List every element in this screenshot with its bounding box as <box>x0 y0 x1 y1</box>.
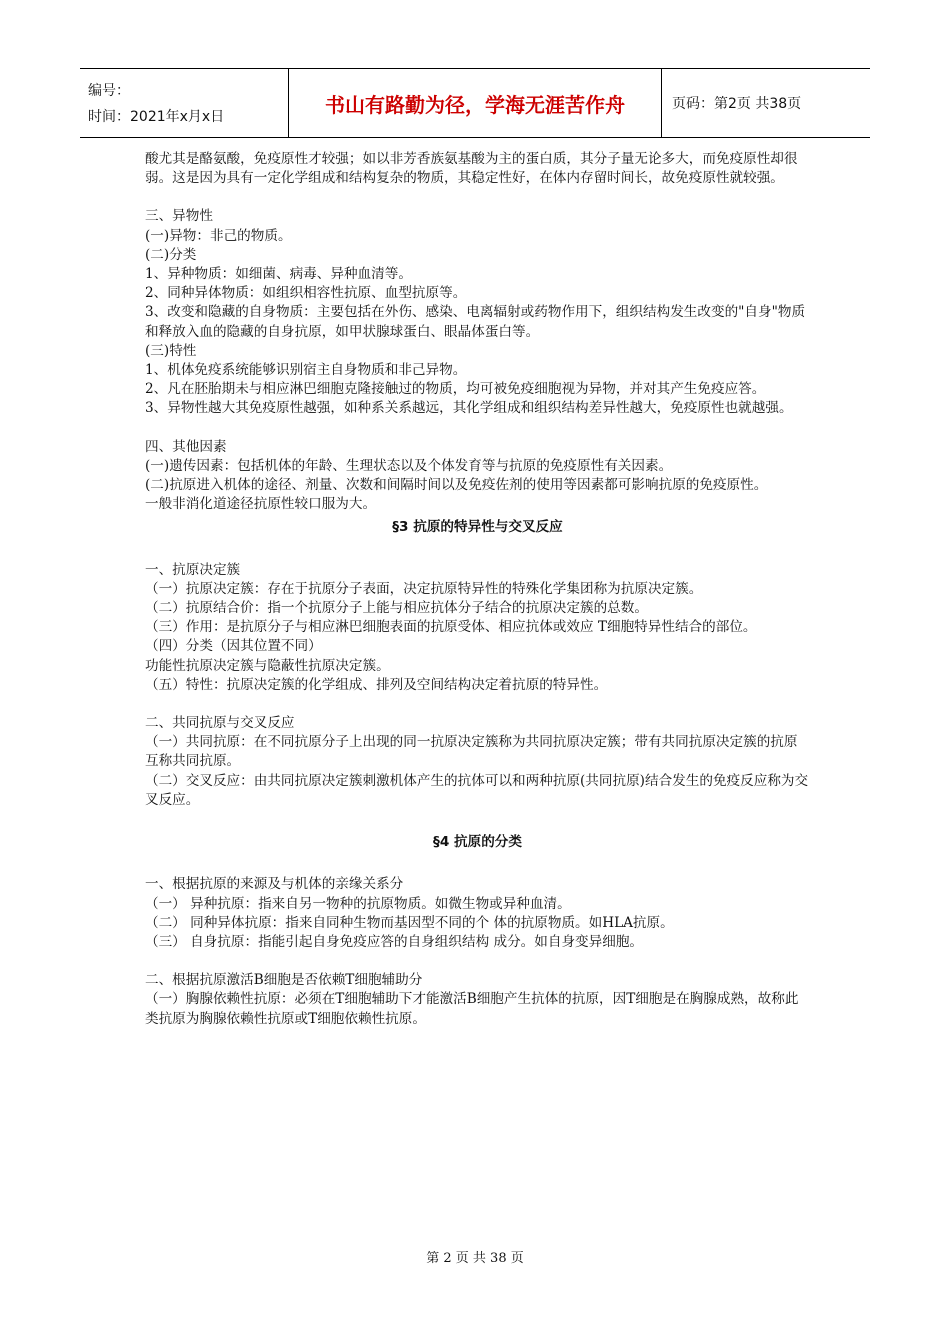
paragraph: 3、改变和隐藏的自身物质：主要包括在外伤、感染、电离辐射或药物作用下，组织结构发生改变的"自身"物质和释放入血的隐藏的自身抗原，如甲状腺球蛋白、眼晶体蛋白等。 <box>145 304 806 340</box>
document-time-label: 时间：2021年x月x日 <box>88 109 225 125</box>
paragraph: 四、其他因素 <box>145 438 227 455</box>
paragraph: 1、机体免疫系统能够识别宿主自身物质和非己异物。 <box>145 362 467 379</box>
header-page-info: 页码：第2页 共38页 <box>672 96 802 112</box>
paragraph: （一）胸腺依赖性抗原：必须在T细胞辅助下才能激活B细胞产生抗体的抗原，因T细胞是在胸腺成熟，故称此类抗原为胸腺依赖性抗原或T细胞依赖性抗原。 <box>145 991 799 1027</box>
paragraph: （一）抗原决定簇：存在于抗原分子表面，决定抗原特异性的特殊化学集团称为抗原决定簇。 <box>145 580 703 597</box>
paragraph: 3、异物性越大其免疫原性越强，如种系关系越远，其化学组成和组织结构差异性越大，免疫原性也就越强。 <box>145 400 793 417</box>
paragraph: （二）抗原结合价：指一个抗原分子上能与相应抗体分子结合的抗原决定簇的总数。 <box>145 600 648 617</box>
paragraph: (二)分类 <box>145 246 197 263</box>
paragraph: 一、根据抗原的来源及与机体的亲缘关系分 <box>145 876 404 893</box>
spacer <box>145 810 810 829</box>
paragraph: （一）共同抗原：在不同抗原分子上出现的同一抗原决定簇称为共同抗原决定簇；带有共同抗原决定簇的抗原互称共同抗原。 <box>145 734 798 770</box>
paragraph: (一)遗传因素：包括机体的年龄、生理状态以及个体发育等与抗原的免疫原性有关因素。 <box>145 457 673 474</box>
paragraph: （三）作用：是抗原分子与相应淋巴细胞表面的抗原受体、相应抗体或效应 T细胞特异性结合的部位。 <box>145 619 757 636</box>
paragraph: 一般非消化道途径抗原性较口服为大。 <box>145 496 377 513</box>
section4-title: §4 抗原的分类 <box>433 834 522 851</box>
paragraph: 一、抗原决定簇 <box>145 561 241 578</box>
paragraph: (二)抗原进入机体的途径、剂量、次数和间隔时间以及免疫佐剂的使用等因素都可影响抗原的免疫原性。 <box>145 477 768 494</box>
paragraph: 1、异种物质：如细菌、病毒、异种血清等。 <box>145 266 412 283</box>
section4-body <box>145 875 810 1028</box>
spacer <box>145 188 810 207</box>
section3-title: §3 抗原的特异性与交叉反应 <box>392 519 563 536</box>
paragraph: 2、同种异体物质：如组织相容性抗原、血型抗原等。 <box>145 285 467 302</box>
spacer <box>145 419 810 438</box>
spacer <box>145 952 810 971</box>
page-header <box>80 68 870 138</box>
spacer <box>145 856 810 875</box>
paragraph: 二、根据抗原激活B细胞是否依赖T细胞辅助分 <box>145 972 423 989</box>
document-number-label: 编号： <box>88 83 130 99</box>
paragraph: （四）分类（因其位置不同） <box>145 638 322 655</box>
paragraph: 二、共同抗原与交叉反应 <box>145 715 295 732</box>
paragraph: 三、异物性 <box>145 208 213 225</box>
section3-body <box>145 561 810 810</box>
paragraph: （一） 异种抗原：指来自另一物种的抗原物质。如微生物或异种血清。 <box>145 895 571 912</box>
paragraph: (三)特性 <box>145 342 197 359</box>
spacer <box>145 542 810 561</box>
paragraph: 酸尤其是酪氨酸，免疫原性才较强；如以非芳香族氨基酸为主的蛋白质，其分子量无论多大，而免疫原性却很弱。这是因为具有一定化学组成和结构复杂的物质，其稳定性好，在体内存留时间长，故免疫原性就较强。 <box>145 151 798 187</box>
paragraph: (一)异物：非己的物质。 <box>145 227 292 244</box>
paragraph: 2、凡在胚胎期未与相应淋巴细胞克隆接触过的物质，均可被免疫细胞视为异物，并对其产生免疫应答。 <box>145 381 766 398</box>
header-meta <box>80 69 289 137</box>
body-part-intro <box>145 150 810 514</box>
document-body <box>145 150 810 1029</box>
spacer <box>145 695 810 714</box>
paragraph: （三） 自身抗原：指能引起自身免疫应答的自身组织结构 成分。如自身变异细胞。 <box>145 933 644 950</box>
page-footer: 第 2 页 共 38 页 <box>426 1251 524 1266</box>
paragraph: 功能性抗原决定簇与隐蔽性抗原决定簇。 <box>145 657 390 674</box>
paragraph: （二）交叉反应：由共同抗原决定簇刺激机体产生的抗体可以和两种抗原(共同抗原)结合发生的免疫反应称为交叉反应。 <box>145 772 809 808</box>
paragraph: （五）特性：抗原决定簇的化学组成、排列及空间结构决定着抗原的特异性。 <box>145 676 608 693</box>
header-motto: 书山有路勤为径，学海无涯苦作舟 <box>289 69 662 137</box>
paragraph: （二） 同种异体抗原：指来自同种生物而基因型不同的个 体的抗原物质。如HLA抗原。 <box>145 914 674 931</box>
